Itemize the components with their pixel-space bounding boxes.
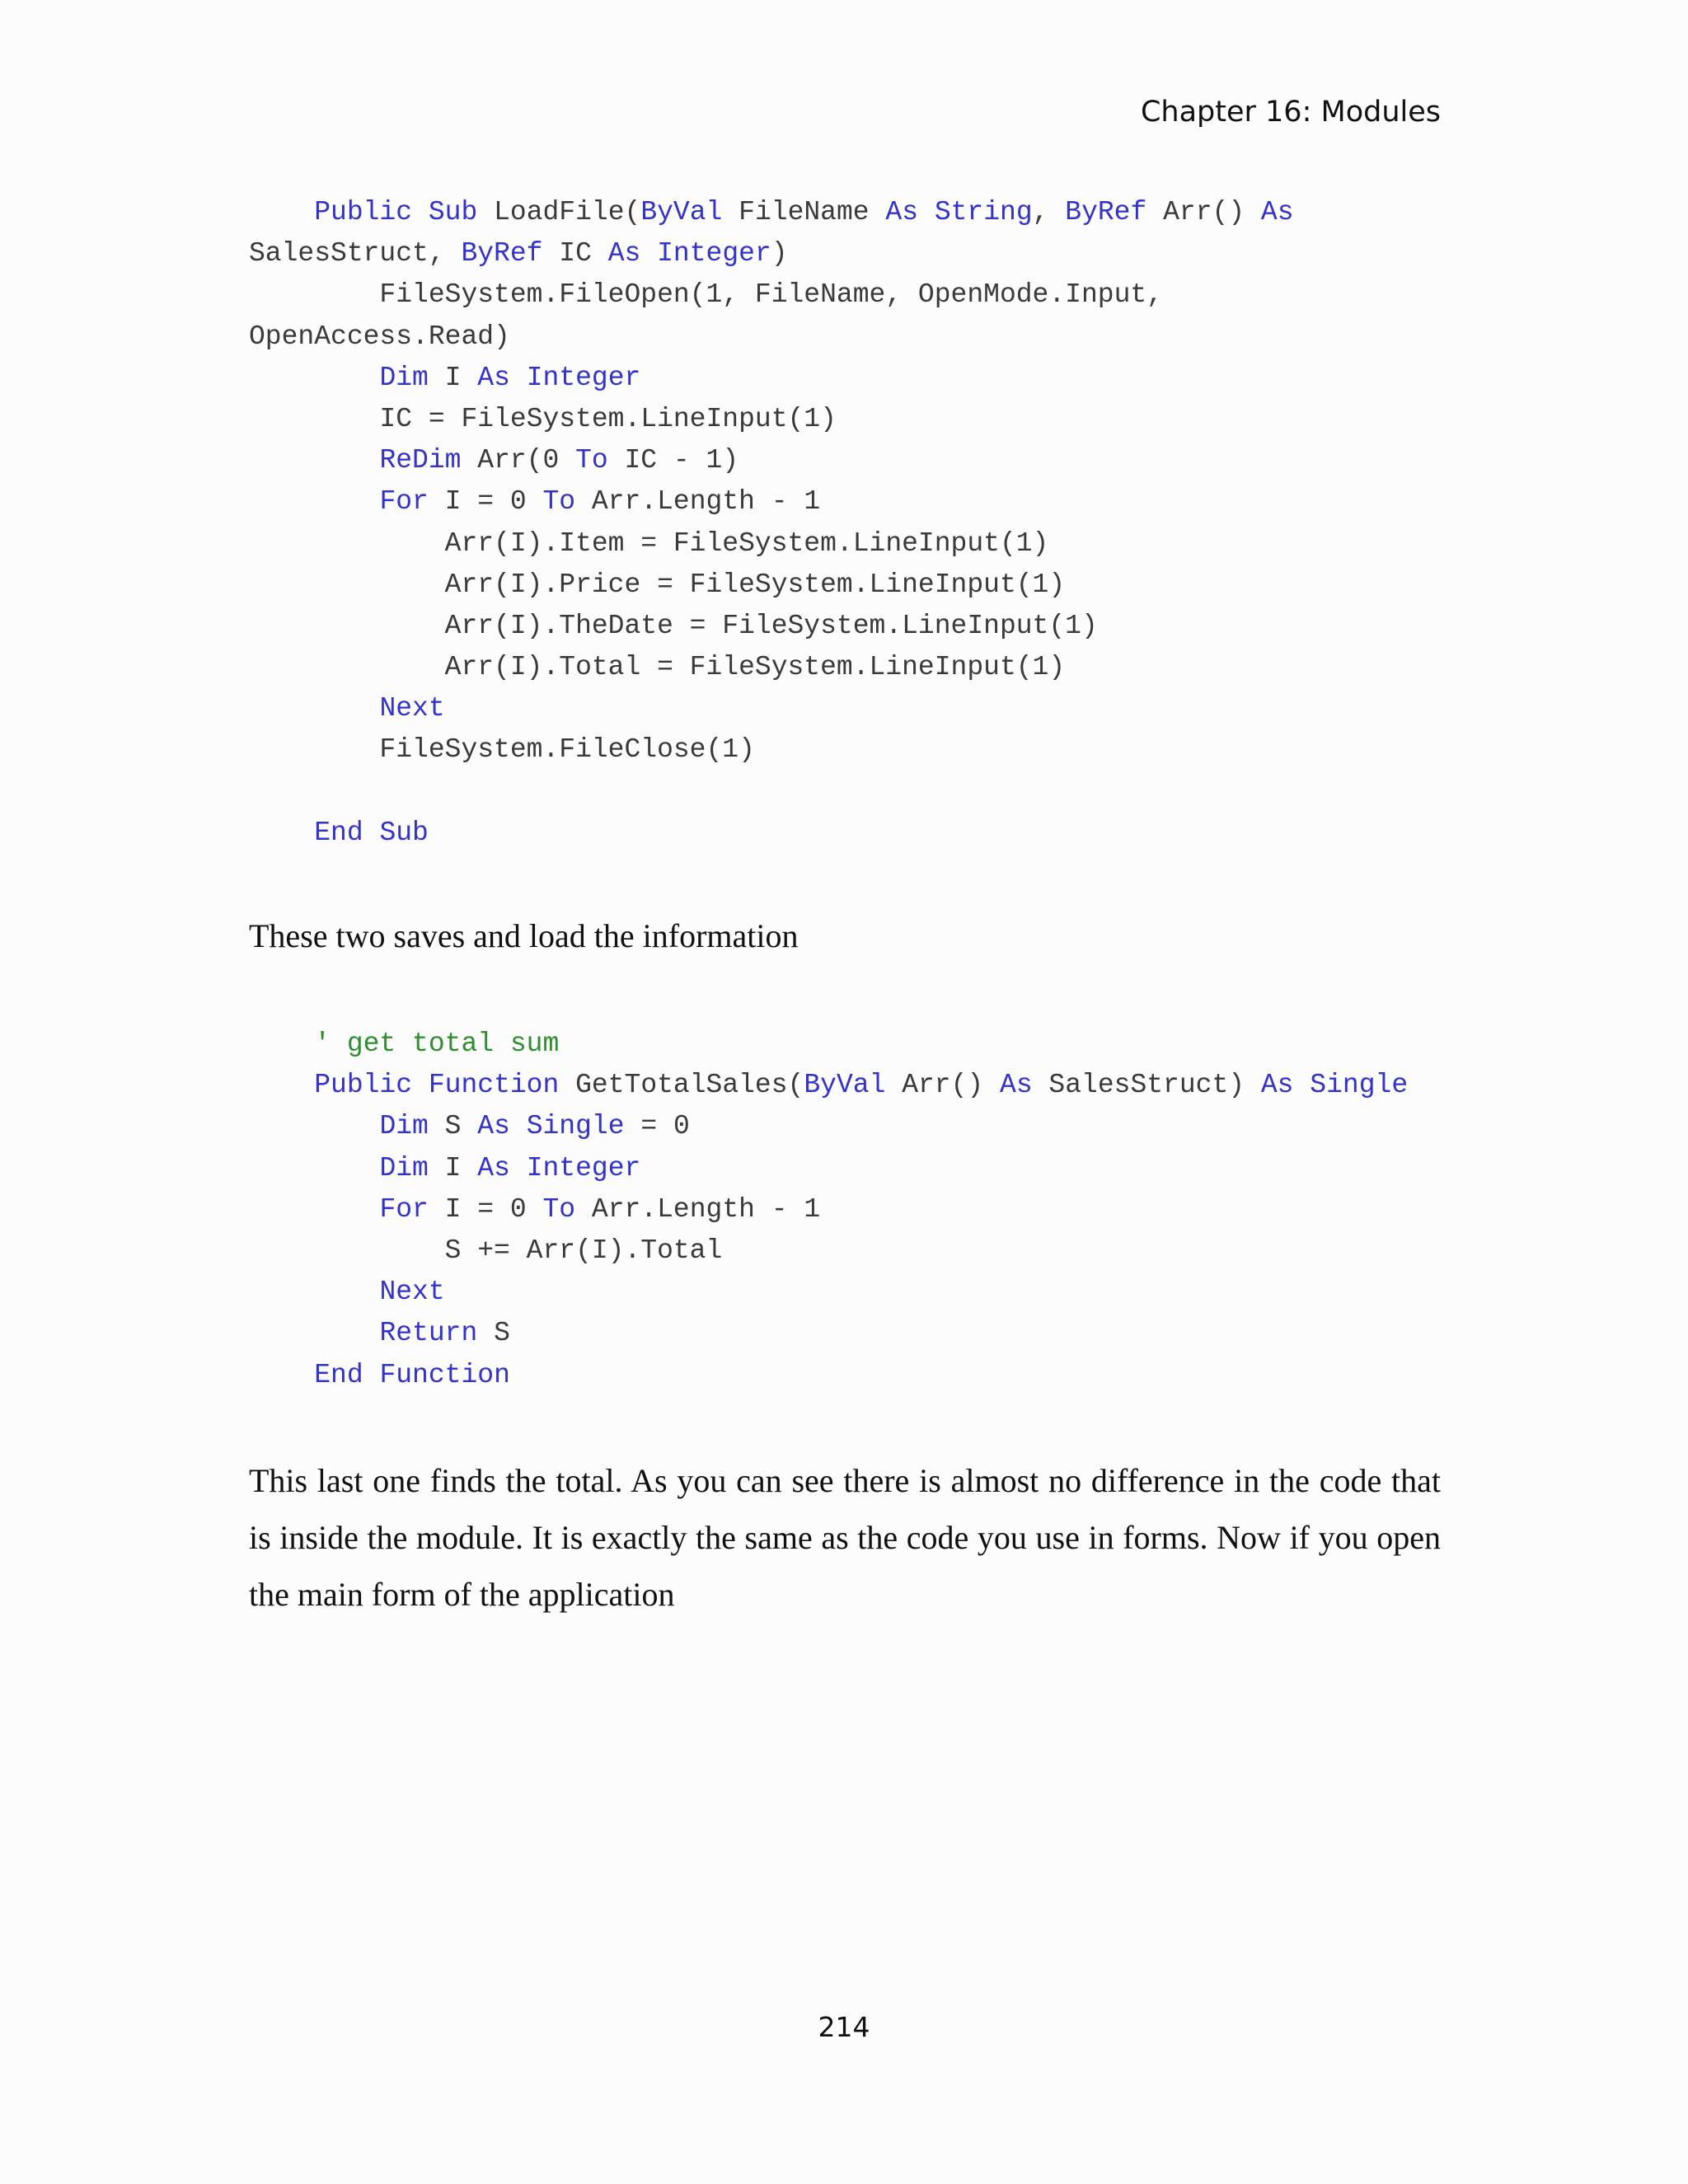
code-text bbox=[412, 1070, 429, 1100]
code-line bbox=[249, 1272, 1408, 1313]
code-line bbox=[249, 523, 1294, 565]
code-keyword: End bbox=[314, 817, 363, 848]
code-text bbox=[510, 363, 527, 393]
code-line bbox=[249, 481, 1294, 523]
code-text bbox=[249, 818, 314, 848]
code-keyword: As bbox=[885, 197, 919, 227]
code-text: I = 0 bbox=[428, 1193, 543, 1225]
code-text bbox=[249, 693, 379, 724]
code-keyword: Public bbox=[314, 197, 413, 227]
code-keyword: Single bbox=[1310, 1070, 1409, 1101]
code-keyword: For bbox=[379, 486, 429, 518]
code-text: IC = FileSystem.LineInput(1) bbox=[249, 403, 837, 434]
code-text: Arr() bbox=[885, 1070, 1001, 1101]
code-keyword: Sub bbox=[428, 197, 478, 227]
code-text: Arr.Length - 1 bbox=[575, 486, 821, 518]
code-keyword: As bbox=[477, 1152, 510, 1183]
code-line bbox=[249, 192, 1294, 233]
code-text: IC - 1) bbox=[607, 445, 739, 476]
code-keyword: To bbox=[542, 1193, 576, 1225]
code-text bbox=[510, 1153, 527, 1183]
code-text bbox=[249, 1194, 379, 1225]
code-comment: ' get total sum bbox=[314, 1029, 560, 1059]
code-keyword: Integer bbox=[657, 238, 771, 269]
body-paragraph-2: This last one finds the total. As you can see there is almost no difference in the code that is inside the module. It is exactly the same as the code you use in forms. Now if you open the main form of the application bbox=[249, 1462, 1441, 1613]
code-keyword: Next bbox=[379, 693, 445, 724]
code-keyword: As bbox=[1000, 1070, 1033, 1101]
code-keyword: As bbox=[1260, 197, 1294, 227]
code-text bbox=[249, 445, 379, 476]
code-line bbox=[249, 233, 1294, 274]
code-keyword: ReDim bbox=[379, 445, 462, 476]
code-keyword: String bbox=[934, 197, 1033, 227]
code-text bbox=[249, 1277, 379, 1307]
code-text bbox=[918, 197, 935, 227]
code-keyword: ByRef bbox=[1065, 197, 1147, 227]
code-keyword: As bbox=[477, 1111, 510, 1142]
code-line bbox=[249, 1106, 1408, 1147]
chapter-header: Chapter 16: Modules bbox=[1140, 96, 1441, 129]
code-keyword: Dim bbox=[379, 1111, 429, 1142]
code-keyword: ByVal bbox=[640, 197, 723, 227]
code-line bbox=[249, 1065, 1408, 1106]
code-text bbox=[640, 238, 657, 269]
code-text: FileName bbox=[722, 197, 886, 227]
code-text: S bbox=[428, 1111, 478, 1142]
code-text: S bbox=[477, 1318, 510, 1349]
code-keyword: To bbox=[575, 445, 608, 476]
code-text: = 0 bbox=[624, 1111, 690, 1142]
code-line bbox=[249, 316, 1294, 358]
code-text bbox=[249, 1070, 314, 1100]
body-paragraph-1: These two saves and load the information bbox=[249, 917, 799, 954]
code-text bbox=[1293, 1070, 1310, 1100]
code-text: SalesStruct, bbox=[249, 238, 462, 269]
code-line bbox=[249, 688, 1294, 729]
code-keyword: For bbox=[379, 1193, 429, 1225]
code-keyword: Function bbox=[428, 1070, 560, 1101]
code-keyword: To bbox=[542, 486, 576, 518]
code-keyword: Next bbox=[379, 1277, 445, 1308]
code-keyword: As bbox=[1260, 1070, 1294, 1101]
code-keyword: Single bbox=[526, 1111, 625, 1142]
code-text bbox=[363, 1360, 380, 1390]
code-text bbox=[412, 197, 429, 227]
code-text: GetTotalSales( bbox=[559, 1070, 804, 1101]
code-line bbox=[249, 813, 1294, 854]
code-keyword: Public bbox=[314, 1070, 413, 1101]
code-text: Arr(I).Item = FileSystem.LineInput(1) bbox=[249, 527, 1049, 559]
code-keyword: Integer bbox=[526, 1152, 641, 1183]
code-text: Arr() bbox=[1146, 197, 1261, 227]
code-line bbox=[249, 1313, 1408, 1354]
code-text: IC bbox=[542, 238, 608, 269]
code-keyword: Dim bbox=[379, 362, 429, 393]
code-line bbox=[249, 606, 1294, 647]
code-text: I = 0 bbox=[428, 486, 543, 518]
code-text bbox=[249, 1360, 314, 1390]
code-line bbox=[249, 565, 1294, 606]
code-line bbox=[249, 1230, 1408, 1272]
code-text: LoadFile( bbox=[477, 197, 641, 227]
code-keyword: ByVal bbox=[804, 1070, 886, 1101]
code-text: Arr(I).TheDate = FileSystem.LineInput(1) bbox=[249, 610, 1098, 641]
code-text bbox=[510, 1111, 527, 1141]
code-text: SalesStruct) bbox=[1032, 1070, 1261, 1101]
code-line bbox=[249, 399, 1294, 440]
code-keyword: As bbox=[477, 362, 510, 393]
code-keyword: Function bbox=[379, 1359, 510, 1390]
code-text bbox=[249, 1029, 314, 1059]
code-text: FileSystem.FileOpen(1, FileName, OpenMode.Input, bbox=[249, 279, 1163, 311]
code-text bbox=[249, 1111, 379, 1141]
code-text bbox=[249, 1318, 379, 1348]
code-text bbox=[363, 818, 380, 848]
code-line bbox=[249, 1189, 1408, 1230]
code-keyword: Return bbox=[379, 1318, 478, 1349]
code-keyword: As bbox=[607, 238, 641, 269]
code-text: Arr(I).Price = FileSystem.LineInput(1) bbox=[249, 569, 1066, 600]
code-keyword: Integer bbox=[526, 362, 641, 393]
code-text: S += Arr(I).Total bbox=[249, 1235, 723, 1266]
code-text: Arr(0 bbox=[461, 445, 576, 476]
code-line bbox=[249, 1148, 1408, 1189]
code-line bbox=[249, 647, 1294, 688]
code-keyword: ByRef bbox=[461, 238, 543, 269]
code-text: I bbox=[428, 362, 478, 393]
code-text: , bbox=[1032, 197, 1066, 227]
code-text bbox=[249, 363, 379, 393]
code-block-load-file bbox=[249, 192, 1294, 854]
code-text bbox=[249, 486, 379, 517]
code-keyword: Dim bbox=[379, 1152, 429, 1183]
code-text: OpenAccess.Read) bbox=[249, 321, 510, 352]
code-line bbox=[249, 358, 1294, 399]
page-number: 214 bbox=[818, 2011, 870, 2043]
code-line bbox=[249, 440, 1294, 481]
code-line bbox=[249, 1355, 1408, 1396]
code-text: Arr.Length - 1 bbox=[575, 1193, 821, 1225]
code-block-get-total-sales bbox=[249, 1024, 1408, 1396]
code-keyword: Sub bbox=[379, 817, 429, 848]
code-text: Arr(I).Total = FileSystem.LineInput(1) bbox=[249, 652, 1066, 683]
code-line bbox=[249, 771, 1294, 813]
code-text bbox=[249, 197, 314, 227]
code-keyword: End bbox=[314, 1359, 363, 1390]
code-line bbox=[249, 274, 1294, 316]
code-text: ) bbox=[771, 238, 788, 269]
code-text: FileSystem.FileClose(1) bbox=[249, 734, 755, 766]
code-text: I bbox=[428, 1152, 478, 1183]
code-line bbox=[249, 729, 1294, 771]
code-line bbox=[249, 1024, 1408, 1065]
code-text bbox=[249, 1153, 379, 1183]
